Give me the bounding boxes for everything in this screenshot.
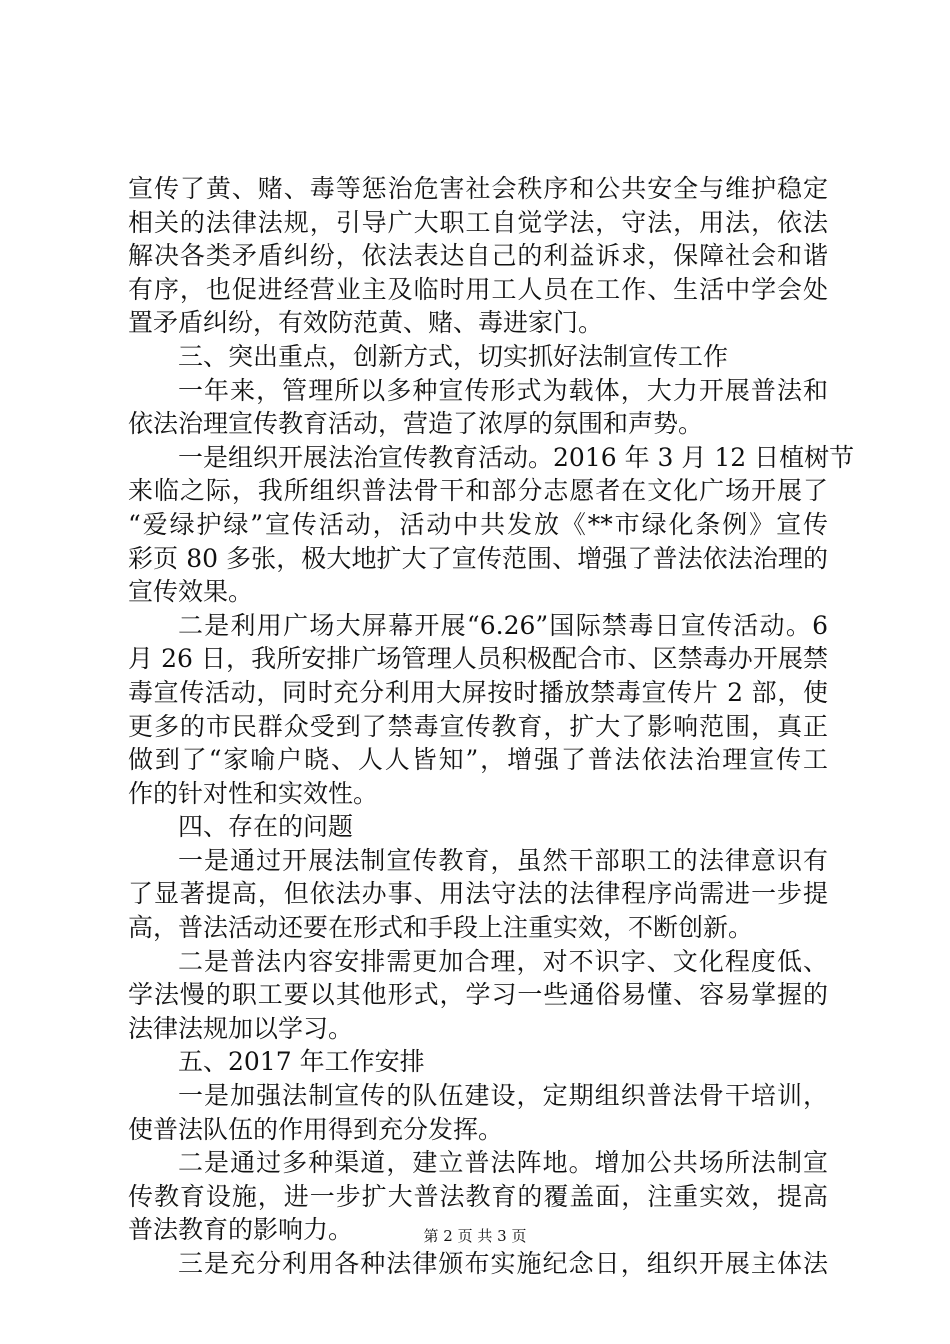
text-line: 一是通过开展法制宣传教育，虽然干部职工的法律意识有 [178,845,828,875]
text-line: 高，普法活动还要在形式和手段上注重实效，不断创新。 [128,913,754,943]
text-line: 月 26 日，我所安排广场管理人员积极配合市、区禁毒办开展禁 [128,644,828,674]
text-line: 宣传效果。 [128,577,254,607]
text-line: 使普法队伍的作用得到充分发挥。 [128,1114,504,1144]
text-line: 普法教育的影响力。 [128,1215,354,1245]
text-line: 三是充分利用各种法律颁布实施纪念日，组织开展主体法 [178,1249,828,1278]
text-line: 学法慢的职工要以其他形式，学习一些通俗易懂、容易掌握的 [128,980,828,1010]
text-line: 作的针对性和实效性。 [128,778,379,808]
paragraph [128,844,828,945]
text-line: 来临之际，我所组织普法骨干和部分志愿者在文化广场开展了 [128,476,828,506]
text-line: 二是普法内容安排需更加合理，对不识字、文化程度低、 [178,946,828,976]
document-body [128,172,855,1281]
text-line: 依法治理宣传教育活动，营造了浓厚的氛围和声势。 [128,409,704,439]
paragraph [128,172,828,340]
paragraph [128,945,828,1046]
text-line: “爱绿护绿”宣传活动，活动中共发放《**市绿化条例》宣传 [128,509,828,539]
text-line: 做到了“家喻户晓、人人皆知”，增强了普法依法治理宣传工 [128,745,828,775]
text-line: 二是利用广场大屏幕开展“6.26”国际禁毒日宣传活动。6 [178,610,828,640]
text-line: 有序，也促进经营业主及临时用工人员在工作、生活中学会处 [128,274,828,304]
paragraph [128,1079,828,1146]
text-line: 宣传了黄、赌、毒等惩治危害社会秩序和公共安全与维护稳定 [128,174,828,203]
text-line: 了显著提高，但依法办事、用法守法的法律程序尚需进一步提 [128,879,828,909]
text-line: 毒宣传活动，同时充分利用大屏按时播放禁毒宣传片 2 部，使 [128,677,828,707]
paragraph [128,1247,828,1281]
page-footer: 第 2 页 共 3 页 [423,1227,527,1245]
text-line: 一是组织开展法治宣传教育活动。2016 年 3 月 12 日植树节 [178,442,855,472]
text-line: 置矛盾纠纷，有效防范黄、赌、毒进家门。 [128,308,604,338]
text-line: 传教育设施，进一步扩大普法教育的覆盖面，注重实效，提高 [128,1181,828,1211]
text-line: 二是通过多种渠道，建立普法阵地。增加公共场所法制宣 [178,1148,828,1178]
text-line: 一年来，管理所以多种宣传形式为载体，大力开展普法和 [178,375,828,405]
paragraph [128,340,828,374]
text-line: 解决各类矛盾纠纷，依法表达自己的利益诉求，保障社会和谐 [128,241,828,271]
paragraph [128,441,855,609]
paragraph [128,609,828,811]
text-line: 更多的市民群众受到了禁毒宣传教育，扩大了影响范围，真正 [128,711,828,741]
paragraph [128,810,828,844]
text-line: 四、存在的问题 [178,812,354,842]
text-line: 相关的法律法规，引导广大职工自觉学法，守法，用法，依法 [128,207,828,237]
text-line: 三、突出重点，创新方式，切实抓好法制宣传工作 [178,341,729,371]
text-line: 彩页 80 多张，极大地扩大了宣传范围、增强了普法依法治理的 [128,543,828,573]
text-line: 法律法规加以学习。 [128,1013,354,1043]
text-line: 五、2017 年工作安排 [178,1047,425,1077]
paragraph [128,1045,828,1079]
paragraph [128,374,828,441]
text-line: 一是加强法制宣传的队伍建设，定期组织普法骨干培训， [178,1081,828,1111]
